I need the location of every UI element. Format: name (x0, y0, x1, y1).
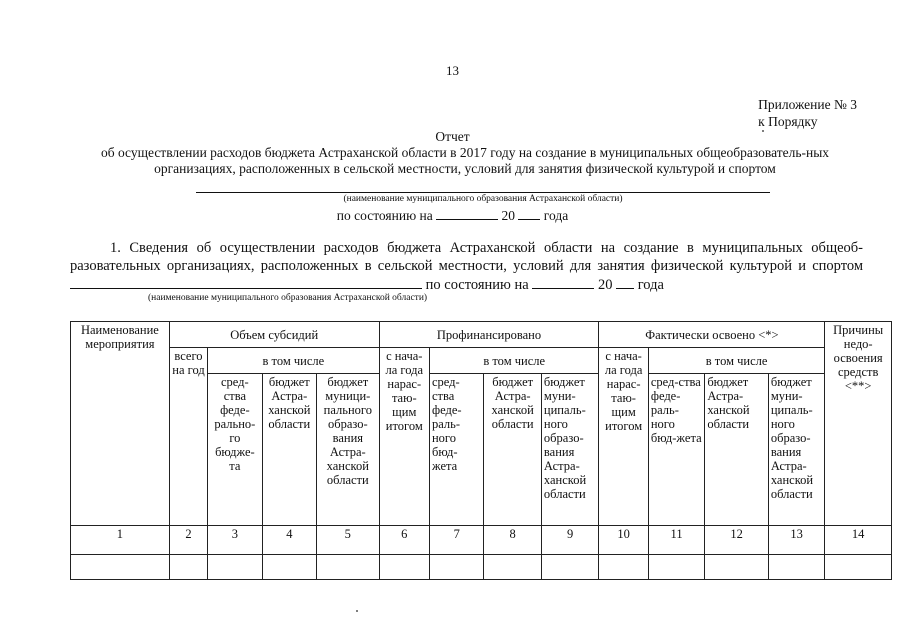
header-financed-federal: сред-ства феде-раль-ного бюд-жета (429, 374, 483, 526)
header-actual-including: в том числе (648, 348, 825, 374)
column-number: 12 (705, 526, 769, 555)
column-number: 1 (71, 526, 170, 555)
document-title: Отчет (435, 129, 470, 144)
column-number: 6 (379, 526, 429, 555)
empty-cell[interactable] (262, 555, 316, 580)
header-subsidy-municipal: бюджет муници-пального образо-вания Астра-ханской области (317, 374, 380, 526)
section-1-paragraph (70, 239, 863, 294)
header-actual-federal: сред-ства феде-раль-ного бюд-жета (648, 374, 704, 526)
header-financed-including: в том числе (429, 348, 598, 374)
header-event-name: Наименование мероприятия (71, 322, 170, 526)
scan-speck (762, 130, 764, 132)
header-subsidy-including: в том числе (208, 348, 379, 374)
header-reasons-underuse: Причины недо-освоения средств <**> (825, 322, 892, 526)
column-number: 2 (169, 526, 207, 555)
empty-cell[interactable] (599, 555, 648, 580)
column-number-row (71, 526, 892, 555)
header-financed-regional: бюджет Астра-ханской области (484, 374, 541, 526)
as-of-prefix: по состоянию на (336, 208, 433, 223)
annex-line-2: к Порядку (758, 114, 818, 129)
header-financed: Профинансировано (379, 322, 599, 348)
column-number: 4 (262, 526, 316, 555)
header-actual-municipal: бюджет муни-ципаль-ного образо-вания Астра-ханской области (768, 374, 825, 526)
header-actual-cumulative: с нача-ла года нарас-таю-щим итогом (599, 348, 648, 526)
empty-cell[interactable] (208, 555, 262, 580)
column-number: 14 (825, 526, 892, 555)
column-number: 11 (648, 526, 704, 555)
column-number: 3 (208, 526, 262, 555)
section-1-date-blank (532, 275, 594, 289)
empty-cell[interactable] (825, 555, 892, 580)
empty-cell[interactable] (484, 555, 541, 580)
municipality-caption: (наименование муниципального образования Астраханской области) (343, 194, 623, 204)
column-number: 5 (317, 526, 380, 555)
date-blank (436, 206, 498, 220)
scan-speck (356, 610, 358, 612)
section-1-as-of-prefix: по состоянию на (425, 277, 529, 293)
section-1-year-prefix: 20 (597, 277, 613, 293)
year-blank (518, 206, 540, 220)
as-of-suffix: года (543, 208, 569, 223)
column-number: 7 (429, 526, 483, 555)
section-1-municipality-blank (70, 275, 422, 289)
header-actually-used: Фактически освоено <*> (599, 322, 825, 348)
header-actual-regional: бюджет Астра-ханской области (705, 374, 769, 526)
header-subsidy-volume: Объем субсидий (169, 322, 379, 348)
year-prefix: 20 (501, 208, 516, 223)
column-number: 13 (768, 526, 825, 555)
header-financed-municipal: бюджет муни-ципаль-ного образо-вания Астра-ханской области (541, 374, 599, 526)
empty-cell[interactable] (429, 555, 483, 580)
header-subsidy-regional: бюджет Астра-ханской области (262, 374, 316, 526)
section-1-caption: (наименование муниципального образования Астраханской области) (148, 293, 428, 303)
column-number: 9 (541, 526, 599, 555)
empty-data-row (71, 555, 892, 580)
page-number: 13 (446, 63, 459, 78)
section-1-year-blank (616, 275, 634, 289)
column-number: 10 (599, 526, 648, 555)
report-table (70, 321, 892, 580)
empty-cell[interactable] (379, 555, 429, 580)
empty-cell[interactable] (705, 555, 769, 580)
section-1-suffix: года (637, 277, 664, 293)
empty-cell[interactable] (648, 555, 704, 580)
empty-cell[interactable] (768, 555, 825, 580)
header-financed-cumulative: с нача-ла года нарас-таю-щим итогом (379, 348, 429, 526)
annex-reference (758, 96, 857, 130)
column-number: 8 (484, 526, 541, 555)
empty-cell[interactable] (71, 555, 170, 580)
municipality-fill-line (196, 192, 770, 193)
header-total-year: всего на год (169, 348, 207, 526)
empty-cell[interactable] (541, 555, 599, 580)
as-of-date-line (0, 206, 905, 224)
empty-cell[interactable] (169, 555, 207, 580)
empty-cell[interactable] (317, 555, 380, 580)
document-subtitle: об осуществлении расходов бюджета Астраханской области в 2017 году на создание в муниципальных общеобразователь-ных организациях, расположенных в сельской местности, условий для занятия физической культурой и спортом (100, 145, 830, 176)
annex-line-1: Приложение № 3 (758, 97, 857, 112)
header-subsidy-federal: сред-ства феде-рально-го бюдже-та (208, 374, 262, 526)
section-1-text: 1. Сведения об осуществлении расходов бюджета Астраханской области на создание в муниципальных общеоб-разовательных организациях, расположенных в сельской местности, условий для занятия физической культурой и спортом (70, 240, 863, 274)
